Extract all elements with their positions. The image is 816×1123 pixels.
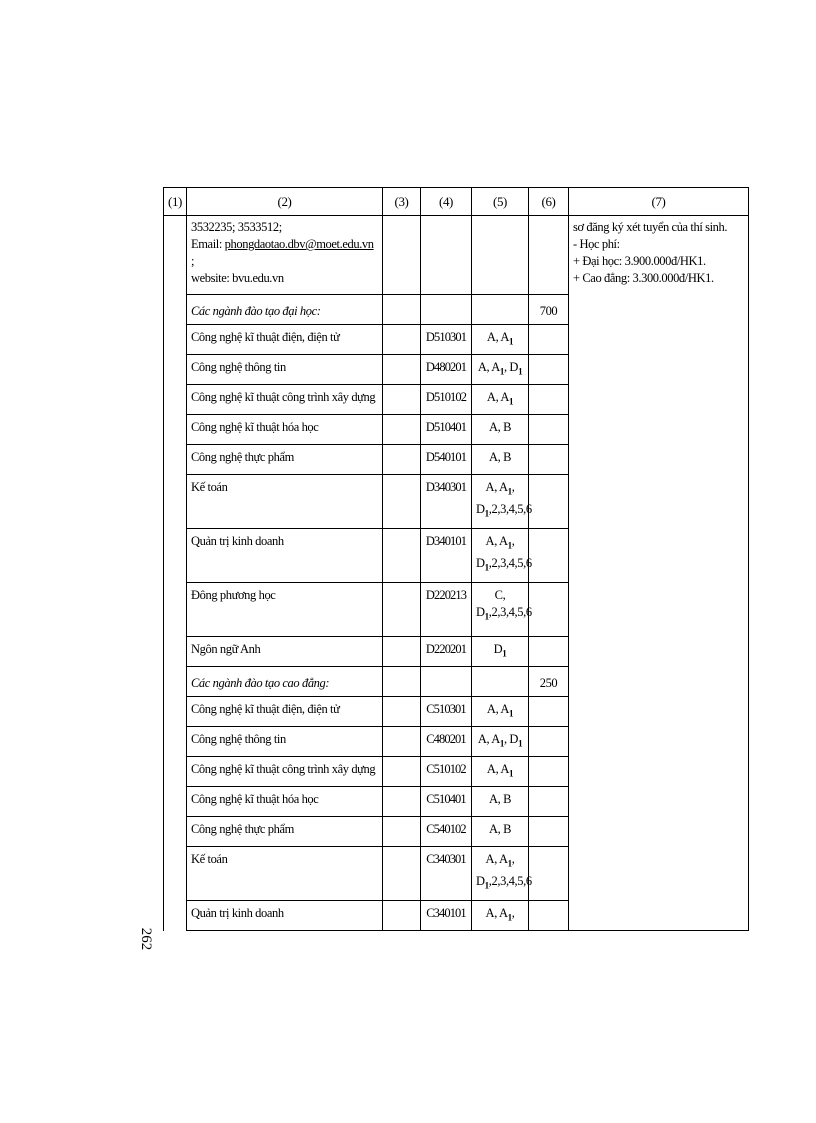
table-body: [164, 216, 749, 931]
notes-line-1: sơ đăng ký xét tuyển của thí sinh.: [573, 220, 728, 234]
program-code: C510102: [421, 757, 472, 787]
exam-combination: A, $A_1$: [472, 757, 529, 787]
exam-combination: A, B: [472, 817, 529, 847]
program-name: Công nghệ kĩ thuật hóa học: [187, 787, 383, 817]
contact-website: website: bvu.edu.vn: [191, 271, 284, 285]
exam-combination: C, $D_1,2,3,4,5,6$: [472, 583, 529, 637]
exam-combination: A, $A_1$, $D_1$: [472, 355, 529, 385]
college-section-title: Các ngành đào tạo cao đẳng:: [187, 667, 383, 697]
header-col-2: (2): [187, 188, 383, 216]
program-code: D220201: [421, 637, 472, 667]
program-name: Công nghệ kĩ thuật hóa học: [187, 415, 383, 445]
contact-row: [164, 216, 749, 295]
exam-combination: A, $A_1$, $D_1,2,3,4,5,6$: [472, 847, 529, 901]
program-name: Công nghệ kĩ thuật công trình xây dựng: [187, 757, 383, 787]
contact-email-line: [191, 236, 378, 270]
program-code: D220213: [421, 583, 472, 637]
header-row: [164, 188, 749, 216]
email-suffix: ;: [191, 254, 195, 268]
exam-combination: $D_1$: [472, 637, 529, 667]
col1-cell: [164, 216, 187, 931]
exam-combination: A, $A_1$, $D_1,2,3,4,5,6$: [472, 475, 529, 529]
program-name: Công nghệ kĩ thuật điện, điện tử: [187, 325, 383, 355]
program-code: D510301: [421, 325, 472, 355]
program-name: Ngôn ngữ Anh: [187, 637, 383, 667]
exam-combination: A, B: [472, 445, 529, 475]
program-code: C540102: [421, 817, 472, 847]
college-quota: 250: [529, 667, 569, 697]
exam-combination: A, $A_1$: [472, 325, 529, 355]
program-code: C510401: [421, 787, 472, 817]
admissions-table: [163, 187, 749, 931]
university-quota: 700: [529, 295, 569, 325]
notes-line-2: - Học phí:: [573, 237, 620, 251]
exam-combination: A, B: [472, 415, 529, 445]
exam-combination: A, $A_1$: [472, 697, 529, 727]
program-name: Kế toán: [187, 475, 383, 529]
notes-line-3: + Đại học: 3.900.000đ/HK1.: [573, 254, 706, 268]
program-name: Công nghệ thực phẩm: [187, 445, 383, 475]
contact-phones: 3532235; 3533512;: [191, 220, 282, 234]
program-name: Đông phương học: [187, 583, 383, 637]
header-col-5: (5): [472, 188, 529, 216]
exam-combination: A, B: [472, 787, 529, 817]
notes-line-4: + Cao đẳng: 3.300.000đ/HK1.: [573, 271, 714, 285]
header-col-3: (3): [383, 188, 421, 216]
program-code: D340101: [421, 529, 472, 583]
program-name: Công nghệ kĩ thuật điện, điện tử: [187, 697, 383, 727]
exam-combination: A, $A_1$: [472, 385, 529, 415]
header-col-6: (6): [529, 188, 569, 216]
program-code: D510102: [421, 385, 472, 415]
program-code: C340301: [421, 847, 472, 901]
contact-cell: [187, 216, 383, 295]
program-code: C510301: [421, 697, 472, 727]
program-code: D510401: [421, 415, 472, 445]
program-code: D540101: [421, 445, 472, 475]
program-code: C340101: [421, 901, 472, 931]
program-name: Quản trị kinh doanh: [187, 901, 383, 931]
header-col-7: (7): [569, 188, 749, 216]
program-name: Kế toán: [187, 847, 383, 901]
header-col-1: (1): [164, 188, 187, 216]
program-name: Công nghệ thông tin: [187, 355, 383, 385]
program-name: Công nghệ thông tin: [187, 727, 383, 757]
program-name: Quản trị kinh doanh: [187, 529, 383, 583]
program-code: D340301: [421, 475, 472, 529]
header-col-4: (4): [421, 188, 472, 216]
notes-cell: [569, 216, 749, 931]
program-code: D480201: [421, 355, 472, 385]
university-section-title: Các ngành đào tạo đại học:: [187, 295, 383, 325]
exam-combination: A, $A_1$,: [472, 901, 529, 931]
program-name: Công nghệ kĩ thuật công trình xây dựng: [187, 385, 383, 415]
exam-combination: A, $A_1$, $D_1$: [472, 727, 529, 757]
email-label: Email:: [191, 237, 222, 251]
program-name: Công nghệ thực phẩm: [187, 817, 383, 847]
exam-combination: A, $A_1$, $D_1,2,3,4,5,6$: [472, 529, 529, 583]
program-code: C480201: [421, 727, 472, 757]
email-link[interactable]: phongdaotao.dbv@moet.edu.vn: [224, 237, 374, 251]
page-number: 262: [138, 927, 154, 951]
